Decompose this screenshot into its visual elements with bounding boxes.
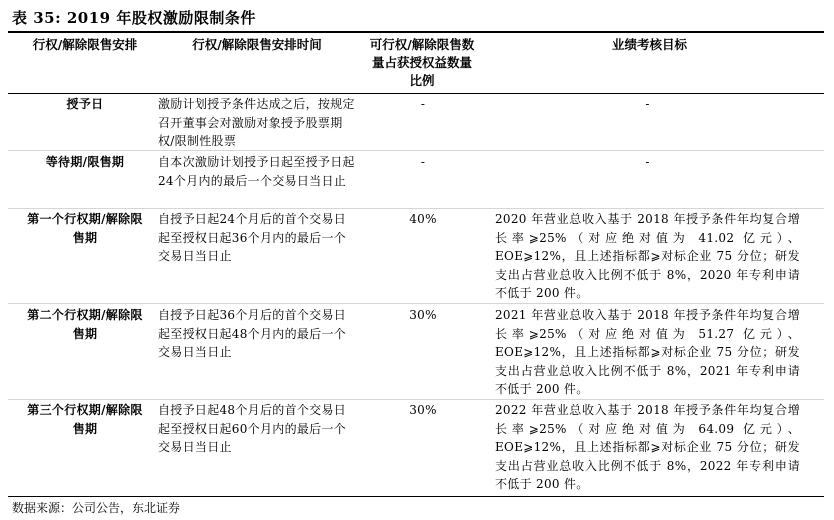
header-ratio: 可行权/解除限售数量占获授权益数量比例 <box>369 37 475 88</box>
row-ratio: - <box>420 155 426 169</box>
row-target: - <box>645 155 650 169</box>
table-row <box>8 210 824 304</box>
data-source-note: 数据来源：公司公告，东北证券 <box>12 501 181 515</box>
row-stage: 等待期/限售期 <box>45 155 125 169</box>
table-top-rule <box>8 31 824 33</box>
row-stage: 授予日 <box>66 97 104 111</box>
row-divider <box>8 303 824 304</box>
row-time: 激励计划授予条件达成之后，按规定召开董事会对激励对象授予股票期权/限制性股票 <box>158 97 355 148</box>
table-bottom-rule <box>8 496 824 497</box>
row-ratio: 30% <box>409 403 437 417</box>
row-stage: 第三个行权期/解除限售期 <box>27 403 143 436</box>
row-time: 自本次激励计划授予日起至授予日起24个月内的最后一个交易日当日止 <box>158 155 355 188</box>
row-ratio: 40% <box>409 212 437 226</box>
row-divider <box>8 150 824 151</box>
header-time: 行权/解除限售安排时间 <box>192 37 322 52</box>
row-stage: 第一个行权期/解除限售期 <box>27 212 143 245</box>
row-target: 2022 年营业总收入基于 2018 年授予条件年均复合增长率⩾25%（对应绝对值为 64.09 亿元）、EOE⩾12%，且上述指标都⩾对标企业 75 分位；研发支出占营业总收入比例不低于 8%，2022 年专利申请不低于 200 件。 <box>495 403 800 491</box>
row-divider <box>8 399 824 400</box>
row-time: 自授予日起36个月后的首个交易日起至授权日起48个月内的最后一个交易日当日止 <box>158 308 347 359</box>
row-target: 2020 年营业总收入基于 2018 年授予条件年均复合增长率⩾25%（对应绝对值为 41.02 亿元）、EOE⩾12%，且上述指标都⩾对标企业 75 分位；研发支出占营业总收入比例不低于 8%，2020 年专利申请不低于 200 件。 <box>495 212 800 300</box>
table-row <box>8 306 824 400</box>
row-target: - <box>645 97 650 111</box>
table-title: 表 35: 2019 年股权激励限制条件 <box>12 9 256 27</box>
row-target: 2021 年营业总收入基于 2018 年授予条件年均复合增长率⩾25%（对应绝对值为 51.27 亿元）、EOE⩾12%，且上述指标都⩾对标企业 75 分位；研发支出占营业总收入比例不低于 8%，2021 年专利申请不低于 200 件。 <box>495 308 800 396</box>
table-row <box>8 95 824 151</box>
table-row <box>8 153 824 209</box>
row-stage: 第二个行权期/解除限售期 <box>27 308 143 341</box>
header-stage: 行权/解除限售安排 <box>32 37 138 52</box>
row-time: 自授予日起24个月后的首个交易日起至授权日起36个月内的最后一个交易日当日止 <box>158 212 347 263</box>
table-header-rule <box>8 93 824 94</box>
row-ratio: 30% <box>409 308 437 322</box>
row-time: 自授予日起48个月后的首个交易日起至授权日起60个月内的最后一个交易日当日止 <box>158 403 347 454</box>
row-ratio: - <box>420 97 426 111</box>
row-divider <box>8 208 824 209</box>
header-target: 业绩考核目标 <box>611 37 687 52</box>
table-row <box>8 401 824 495</box>
